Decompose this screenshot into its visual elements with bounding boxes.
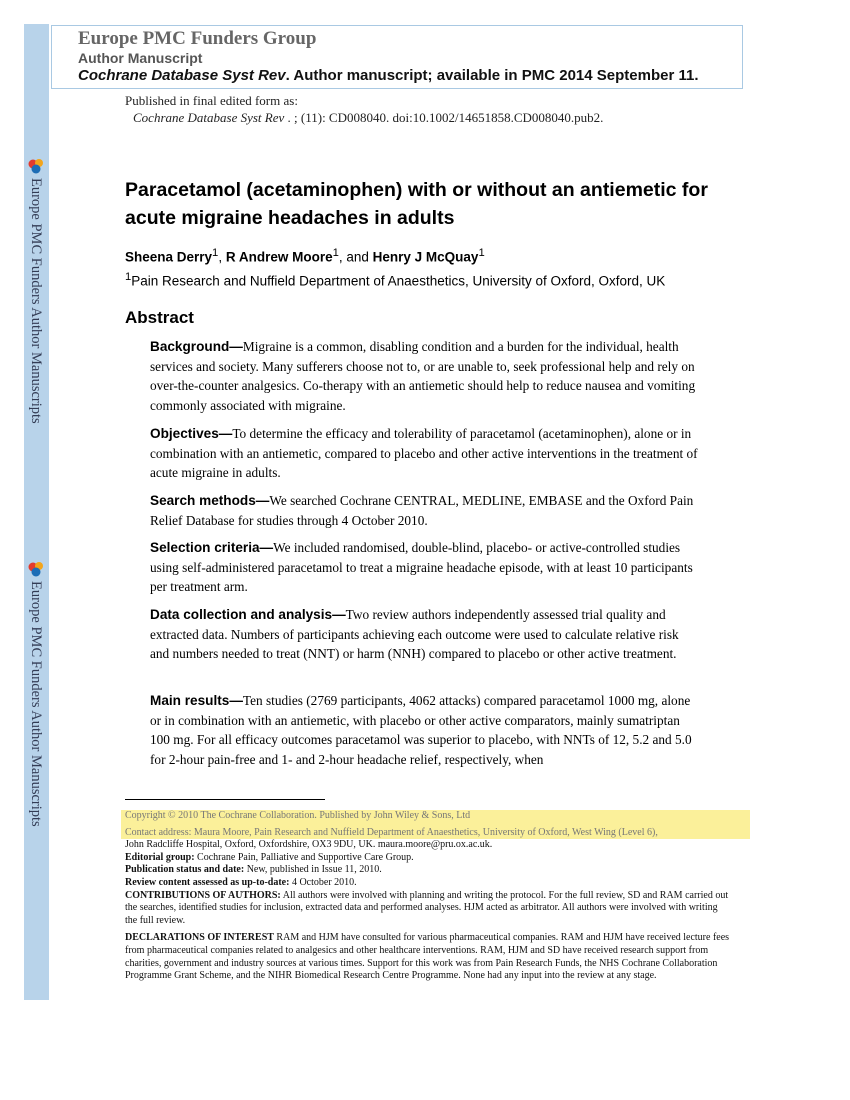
review-label: Review content assessed as up-to-date:: [125, 876, 290, 888]
section-text: To determine the efficacy and tolerability of paracetamol (acetaminophen), alone or in combination with an antiemetic, compared to placebo and other active interventions in the treatment of acute migraine in adults.: [150, 426, 698, 480]
section-label: Main results—: [150, 693, 243, 708]
editorial-value: Cochrane Pain, Palliative and Supportive Care Group.: [194, 851, 414, 863]
author-name: Sheena Derry: [125, 249, 213, 265]
contrib-value: All authors were involved with planning and writing the protocol. For the full review, SD and RAM carried out the searches, identified studies for inclusion, extracted data and performed analyses. HJM acted as arbitrator. All authors were involved with writing the full review.: [125, 889, 729, 926]
section-text: Ten studies (2769 participants, 4062 attacks) compared paracetamol 1000 mg, alone or in combination with an antiemetic, with placebo or other active comparators, mainly sumatriptan 100 mg. For all efficacy outcomes paracetamol was superior to placebo, with NNTs of 12, 5.2 and 5.0 for 2-hour pain-free and 1- and 2-hour headache relief, respectively, when: [150, 693, 692, 767]
funders-group: Europe PMC Funders Group: [78, 28, 317, 49]
status-value: New, published in Issue 11, 2010.: [244, 864, 382, 876]
section-text: We searched Cochrane CENTRAL, MEDLINE, EMBASE and the Oxford Pain Relief Database for studies through 4 October 2010.: [150, 493, 694, 528]
abstract-heading: Abstract: [125, 308, 194, 327]
section-text: We included randomised, double-blind, placebo- or active-controlled studies using self-administered paracetamol to treat a migraine headache episode, with at least 10 participants per treatment arm.: [150, 540, 693, 594]
affiliation-sup: 1: [125, 271, 132, 283]
author-sup: 1: [212, 247, 219, 259]
contributions: [125, 890, 730, 928]
article-title: Paracetamol (acetaminophen) with or without an antiemetic for acute migraine headaches in adults: [125, 179, 708, 229]
availability: . Author manuscript; available in PMC 2014 September 11.: [285, 67, 699, 84]
contact-continued: John Radcliffe Hospital, Oxford, Oxfordshire, OX3 9DU, UK. maura.moore@pru.ox.ac.uk.: [125, 839, 493, 851]
contact-address: Contact address: Maura Moore, Pain Research and Nuffield Department of Anaesthetics, University of Oxford, West Wing (Level 6),: [125, 826, 658, 838]
author-list: [125, 247, 485, 265]
contrib-label: CONTRIBUTIONS OF AUTHORS:: [125, 889, 281, 901]
editorial-group: [125, 852, 730, 865]
manuscript-header: [51, 25, 743, 89]
published-citation: [125, 109, 603, 126]
citation-line: [78, 67, 699, 84]
author-sup: 1: [478, 247, 485, 259]
editorial-label: Editorial group:: [125, 851, 195, 863]
section-text: Migraine is a common, disabling condition and a burden for the individual, health services and society. Many sufferers choose not to, or are unable to, seek professional help and rely on over-the-counter analgesics. Co-therapy with an antiemetic should help to reduce nausea and vomiting commonly associated with migraine.: [150, 339, 696, 413]
side-label-bottom: [24, 561, 49, 861]
published-in: [125, 92, 603, 126]
review-content: [125, 877, 730, 890]
abstract-objectives: [150, 424, 698, 483]
europe-pmc-logo-icon: [27, 158, 45, 174]
affiliation-text: Pain Research and Nuffield Department of Anaesthetics, University of Oxford, Oxford, UK: [131, 273, 666, 289]
abstract-selection-criteria: [150, 538, 698, 597]
section-label: Objectives—: [150, 426, 233, 441]
side-label-top: [24, 158, 49, 458]
section-text: Two review authors independently assessed trial quality and extracted data. Numbers of participants achieving each outcome were used to calculate relative risk and numbers needed to treat (NNT) or harm (NNH) compared to placebo or other active treatment.: [150, 607, 679, 661]
journal-name: Cochrane Database Syst Rev: [78, 67, 286, 84]
author-name: Henry J McQuay: [372, 249, 479, 265]
section-label: Data collection and analysis—: [150, 607, 346, 622]
side-text: Europe PMC Funders Author Manuscripts: [28, 178, 44, 424]
publication-status: [125, 864, 730, 877]
author-sep: , and: [338, 249, 373, 265]
section-label: Search methods—: [150, 493, 270, 508]
europe-pmc-logo-icon: [27, 561, 45, 577]
section-label: Background—: [150, 339, 243, 354]
abstract-data-collection: [150, 605, 698, 664]
published-journal: Cochrane Database Syst Rev: [133, 110, 285, 125]
declarations: [125, 932, 730, 982]
affiliation: [125, 271, 665, 289]
side-text: Europe PMC Funders Author Manuscripts: [28, 581, 44, 827]
section-label: Selection criteria—: [150, 540, 274, 555]
abstract-search-methods: [150, 491, 698, 530]
author-sep: ,: [218, 249, 226, 265]
footnote-divider: [125, 799, 325, 800]
status-label: Publication status and date:: [125, 864, 245, 876]
published-details: . ; (11): CD008040. doi:10.1002/14651858.CD008040.pub2.: [284, 110, 604, 125]
author-sup: 1: [332, 247, 339, 259]
review-value: 4 October 2010.: [289, 876, 357, 888]
copyright: Copyright © 2010 The Cochrane Collaboration. Published by John Wiley & Sons, Ltd: [125, 810, 471, 821]
highlighted-block: [121, 810, 750, 839]
decl-label: DECLARATIONS OF INTEREST: [125, 932, 274, 944]
manuscript-type: Author Manuscript: [78, 50, 203, 66]
author-name: R Andrew Moore: [225, 249, 333, 265]
abstract-background: [150, 337, 698, 415]
published-label: Published in final edited form as:: [125, 93, 298, 108]
footnotes: [125, 810, 730, 983]
decl-value: RAM and HJM have consulted for various pharmaceutical companies. RAM and HJM have received lecture fees from pharmaceutical companies related to analgesics and other healthcare interventions. RAM, HJM and SD have received research support from charities, government and industry sources at various times. Support for this work was from Pain Research Funds, the NHS Cochrane Collaboration Programme Grant Scheme, and the NIHR Biomedical Research Centre Programme. None had any input into the review at any stage.: [125, 932, 730, 982]
abstract-main-results: [150, 691, 698, 769]
